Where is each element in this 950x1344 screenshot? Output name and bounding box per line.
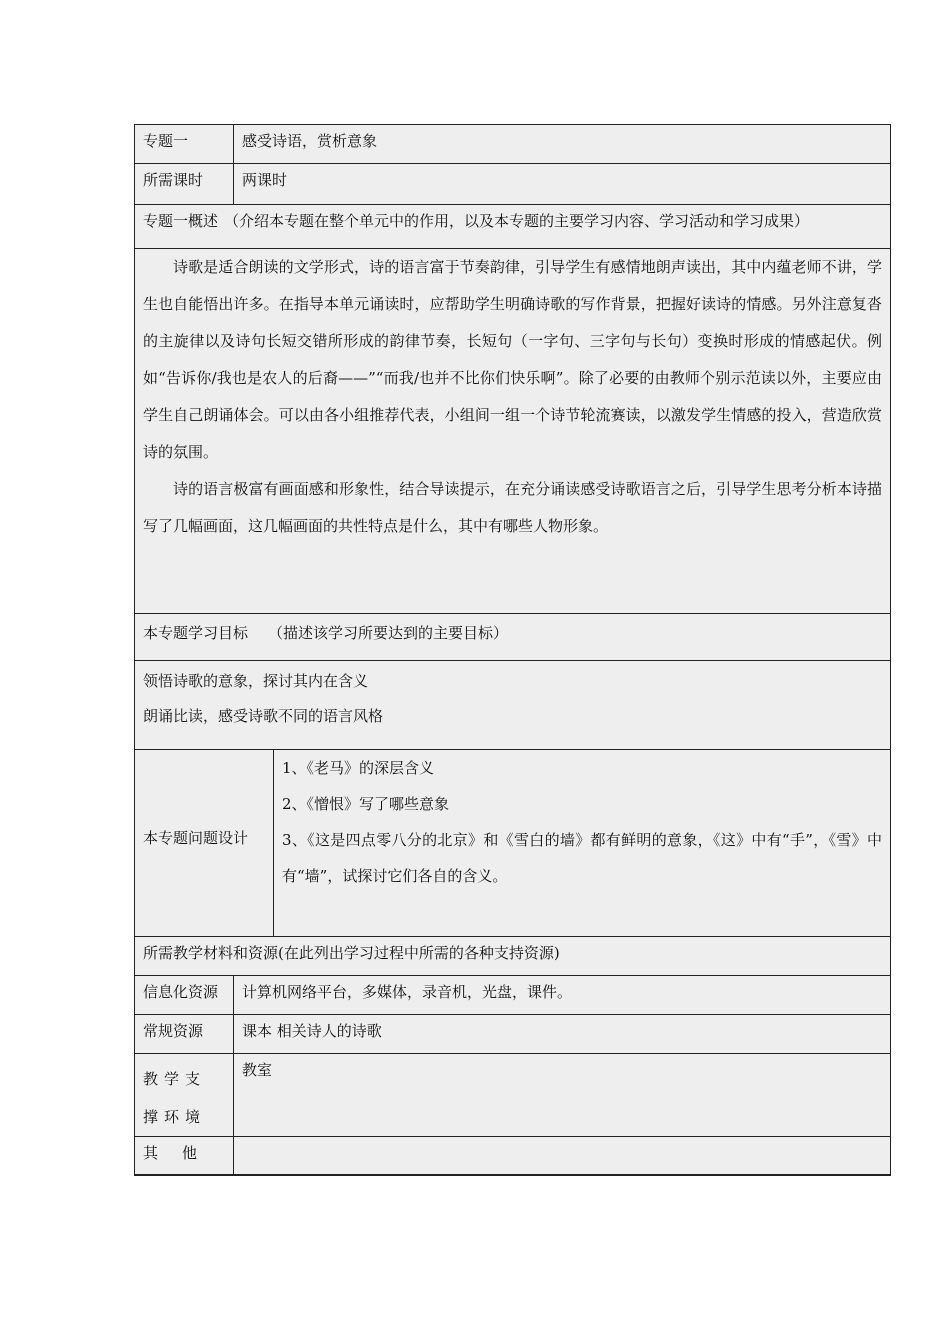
- question-item: 3、《这是四点零八分的北京》和《雪白的墙》都有鲜明的意象，《这》中有“手”，《雪》中有“墙”，试探讨它们各自的含义。: [282, 831, 882, 885]
- overview-label: 专题一概述: [143, 212, 219, 230]
- questions-label: 本专题问题设计: [135, 750, 274, 937]
- other-value: [234, 1137, 891, 1175]
- overview-body-row: [135, 249, 891, 614]
- regular-resources-value: 课本 相关诗人的诗歌: [234, 1015, 891, 1054]
- materials-label: 所需教学材料和资源(在此列出学习过程中所需的各种支持资源): [135, 937, 891, 976]
- overview-hint: （介绍本专题在整个单元中的作用，以及本专题的主要学习内容、学习活动和学习成果）: [224, 212, 810, 230]
- goals-hint: （描述该学习所要达到的主要目标）: [268, 624, 509, 642]
- question-item: 1、《老马》的深层含义: [282, 759, 435, 777]
- other-label: 其他: [135, 1137, 234, 1175]
- goals-body: [135, 661, 891, 750]
- lesson-plan-table: [134, 124, 891, 1176]
- hours-row: [135, 164, 891, 205]
- it-resources-row: [135, 976, 891, 1015]
- other-row: [135, 1137, 891, 1175]
- overview-header-row: [135, 205, 891, 249]
- materials-header-row: [135, 937, 891, 976]
- topic-label: 专题一: [135, 125, 234, 164]
- hours-label: 所需课时: [135, 164, 234, 205]
- environment-label: 教学支撑环境: [135, 1054, 234, 1137]
- overview-paragraph: 诗歌是适合朗读的文学形式，诗的语言富于节奏韵律，引导学生有感情地朗声读出，其中内蕴老师不讲，学生也自能悟出许多。在指导本单元诵读时，应帮助学生明确诗歌的写作背景，把握好读诗的情感。另外注意复沓的主旋律以及诗句长短交错所形成的韵律节奏，长短句（一字句、三字句与长句）变换时形成的情感起伏。例如“告诉你/我也是农人的后裔——”“而我/也并不比你们快乐啊”。除了必要的由教师个别示范读以外，主要应由学生自己朗诵体会。可以由各小组推荐代表，小组间一组一个诗节轮流赛读，以激发学生情感的投入，营造欣赏诗的氛围。: [143, 258, 882, 461]
- goals-body-row: [135, 661, 891, 750]
- it-resources-label: 信息化资源: [135, 976, 234, 1015]
- overview-body: [135, 249, 891, 614]
- goals-label: 本专题学习目标: [143, 624, 249, 642]
- environment-value: 教室: [234, 1054, 891, 1137]
- environment-row: [135, 1054, 891, 1137]
- hours-value: 两课时: [234, 164, 891, 205]
- questions-row: [135, 750, 891, 937]
- questions-list: [274, 750, 891, 937]
- topic-value: 感受诗语，赏析意象: [234, 125, 891, 164]
- goal-item: 朗诵比读，感受诗歌不同的语言风格: [143, 707, 384, 725]
- overview-paragraph: 诗的语言极富有画面感和形象性，结合导读提示，在充分诵读感受诗歌语言之后，引导学生思考分析本诗描写了几幅画面，这几幅画面的共性特点是什么，其中有哪些人物形象。: [143, 480, 882, 535]
- goals-header-row: [135, 614, 891, 661]
- goal-item: 领悟诗歌的意象，探讨其内在含义: [143, 672, 369, 690]
- it-resources-value: 计算机网络平台，多媒体，录音机，光盘，课件。: [234, 976, 891, 1015]
- topic-row: [135, 125, 891, 164]
- regular-resources-label: 常规资源: [135, 1015, 234, 1054]
- regular-resources-row: [135, 1015, 891, 1054]
- question-item: 2、《憎恨》写了哪些意象: [282, 795, 450, 813]
